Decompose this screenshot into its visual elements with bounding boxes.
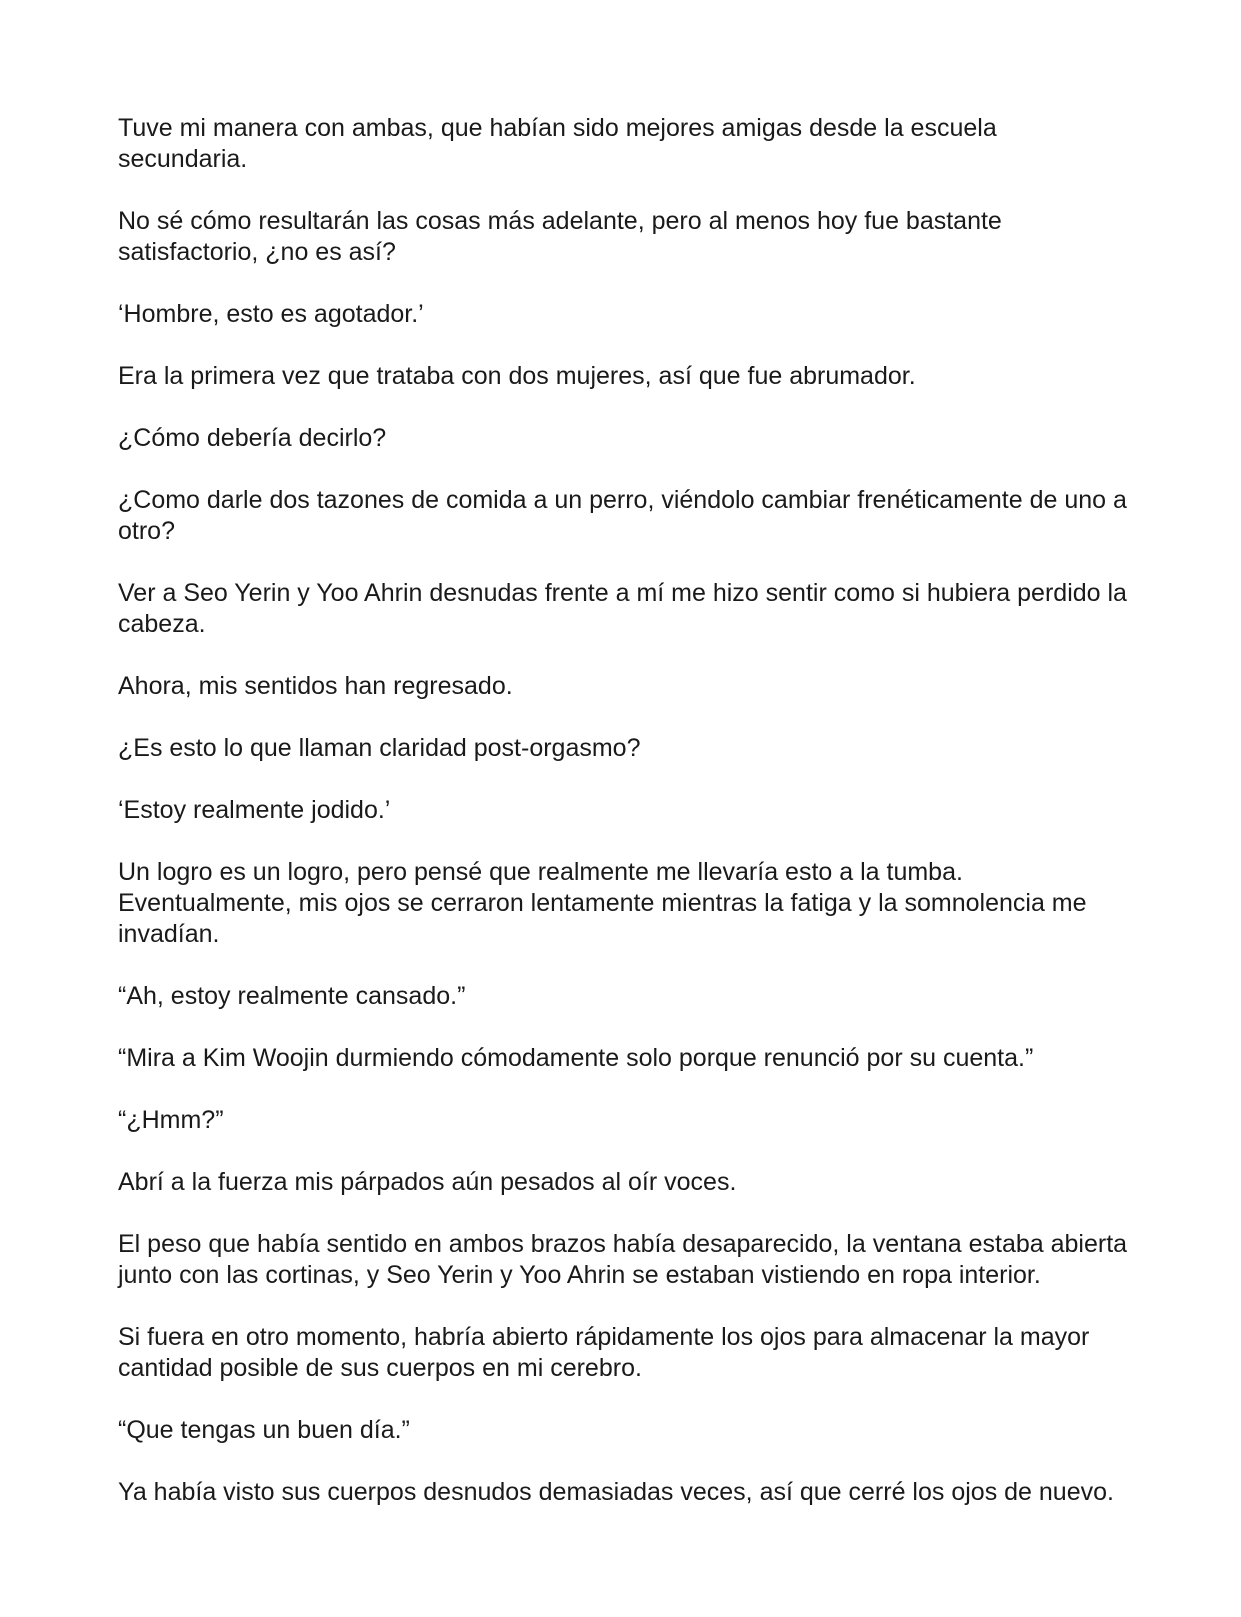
paragraph-11: Un logro es un logro, pero pensé que realmente me llevaría esto a la tumba. Eventualmente, mis ojos se cerraron lentamente mientras la fatiga y la somnolencia me invadían.	[118, 858, 1087, 948]
paragraph-3: ‘Hombre, esto es agotador.’	[118, 300, 424, 328]
paragraph-5: ¿Cómo debería decirlo?	[118, 424, 387, 452]
paragraph-19: Ya había visto sus cuerpos desnudos demasiadas veces, así que cerré los ojos de nuevo.	[118, 1478, 1114, 1506]
paragraph-12: “Ah, estoy realmente cansado.”	[118, 982, 466, 1010]
paragraph-15: Abrí a la fuerza mis párpados aún pesados al oír voces.	[118, 1168, 737, 1196]
paragraph-9: ¿Es esto lo que llaman claridad post-orgasmo?	[118, 734, 641, 762]
paragraph-1: Tuve mi manera con ambas, que habían sido mejores amigas desde la escuela secundaria.	[118, 114, 997, 173]
paragraph-4: Era la primera vez que trataba con dos mujeres, así que fue abrumador.	[118, 362, 916, 390]
paragraph-16: El peso que había sentido en ambos brazos había desaparecido, la ventana estaba abierta junto con las cortinas, y Seo Yerin y Yoo Ahrin se estaban vistiendo en ropa interior.	[118, 1230, 1128, 1289]
paragraph-18: “Que tengas un buen día.”	[118, 1416, 410, 1444]
paragraph-13: “Mira a Kim Woojin durmiendo cómodamente solo porque renunció por su cuenta.”	[118, 1044, 1034, 1072]
paragraph-10: ‘Estoy realmente jodido.’	[118, 796, 391, 824]
paragraph-17: Si fuera en otro momento, habría abierto rápidamente los ojos para almacenar la mayor cantidad posible de sus cuerpos en mi cerebro.	[118, 1323, 1090, 1382]
paragraph-2: No sé cómo resultarán las cosas más adelante, pero al menos hoy fue bastante satisfactorio, ¿no es así?	[118, 207, 1002, 266]
paragraph-14: “¿Hmm?”	[118, 1106, 224, 1134]
paragraph-6: ¿Como darle dos tazones de comida a un perro, viéndolo cambiar frenéticamente de uno a otro?	[118, 486, 1127, 545]
paragraph-7: Ver a Seo Yerin y Yoo Ahrin desnudas frente a mí me hizo sentir como si hubiera perdido la cabeza.	[118, 579, 1127, 638]
paragraph-8: Ahora, mis sentidos han regresado.	[118, 672, 513, 700]
document-body	[118, 113, 1128, 1539]
